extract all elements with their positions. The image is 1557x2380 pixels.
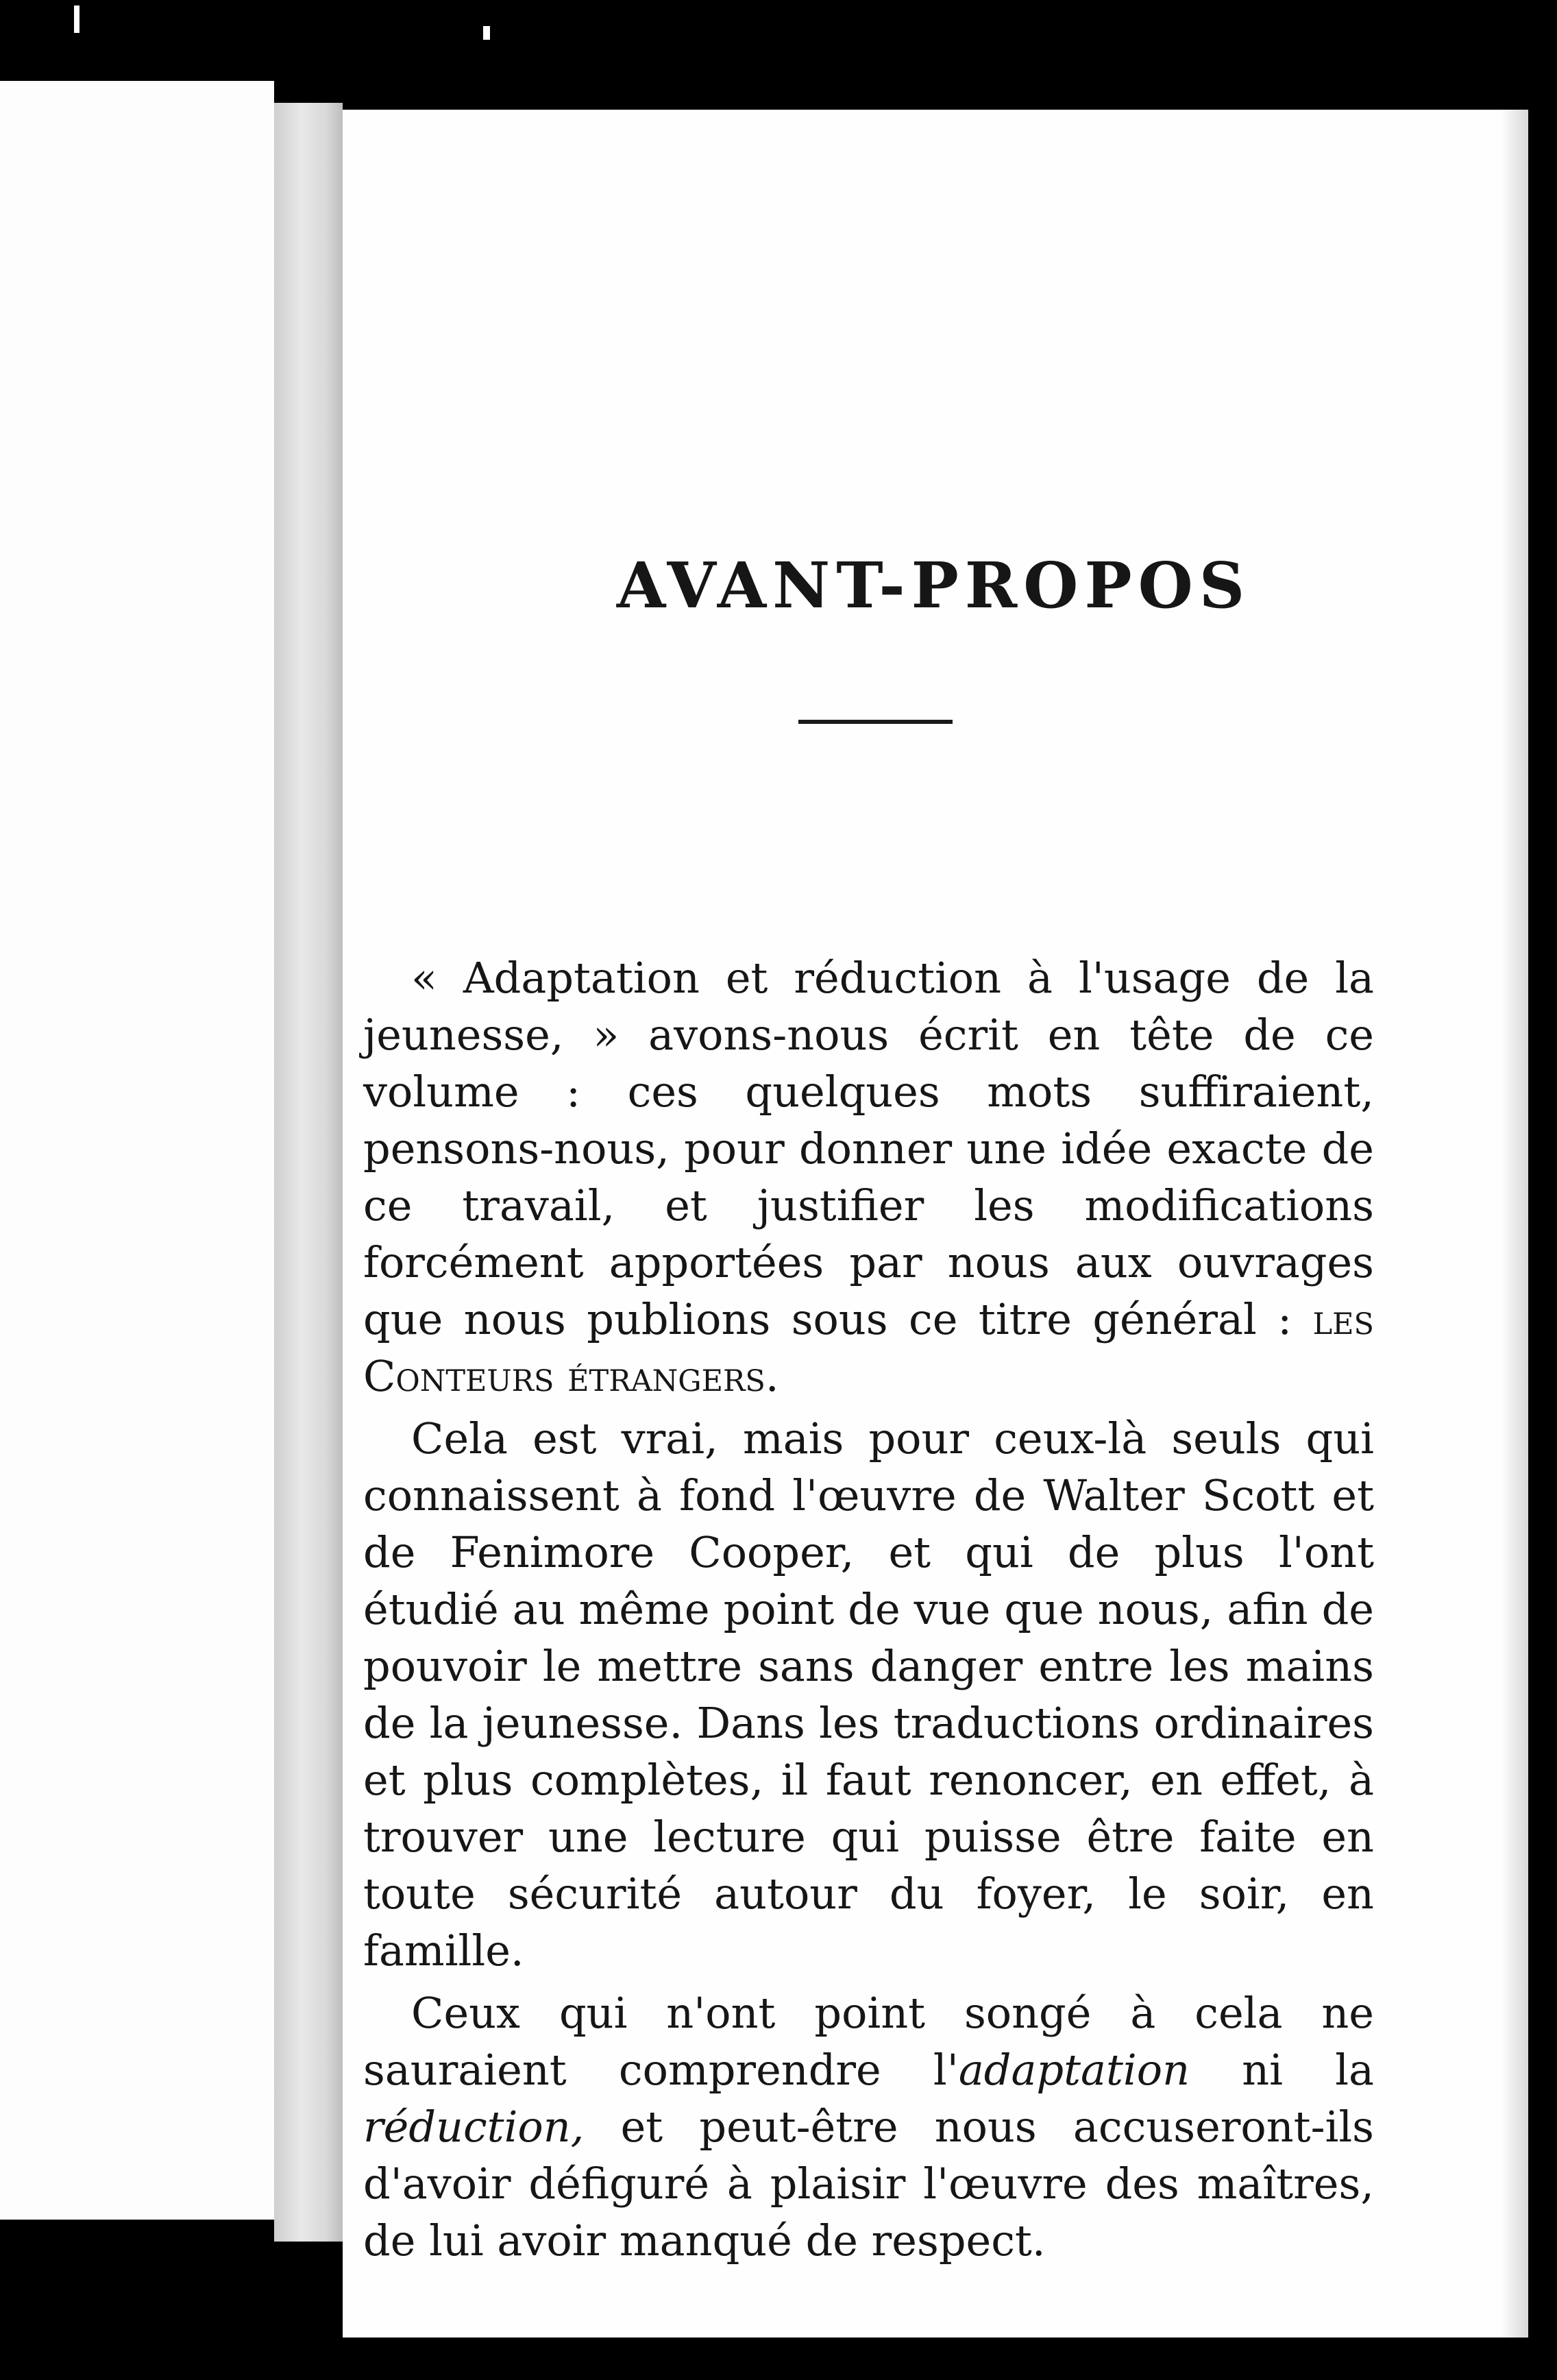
- italic-reduction: réduction,: [363, 2102, 585, 2152]
- scan-speck: [483, 26, 490, 40]
- scan-speck: [74, 5, 79, 33]
- series-title: les Conteurs étrangers.: [363, 1294, 1374, 1401]
- body-text: [363, 949, 1374, 2274]
- page-edge-shadow: [1501, 110, 1528, 2338]
- paragraph-3-part-1: Ceux qui n'ont point songé à cela ne sauraient comprendre l': [363, 1988, 1374, 2095]
- page-title: AVANT-PROPOS: [616, 548, 1251, 622]
- paragraph-3-part-2: ni la: [1190, 2045, 1374, 2095]
- italic-adaptation: adaptation: [958, 2045, 1190, 2095]
- paragraph-1: [363, 949, 1374, 1405]
- paragraph-3-part-3: et peut-être nous accuseront-ils d'avoir défiguré à plaisir l'œuvre des maîtres, de lui avoir manqué de respect.: [363, 2102, 1374, 2266]
- title-divider: [798, 720, 953, 724]
- left-page: [0, 81, 274, 2220]
- paragraph-1-text: « Adaptation et réduction à l'usage de la jeunesse, » avons-nous écrit en tête de ce volume : ces quelques mots suffiraient, pensons-nous, pour donner une idée exacte de ce travail, et justifier les modifications forcément apportées par nous aux ouvrages que nous publions sous ce titre général :: [363, 953, 1374, 1344]
- paragraph-2: Cela est vrai, mais pour ceux-là seuls qui connaissent à fond l'œuvre de Walter Scott et de Fenimore Cooper, et qui de plus l'ont étudié au même point de vue que nous, afin de pouvoir le mettre sans danger entre les mains de la jeunesse. Dans les traductions ordinaires et plus complètes, il faut renoncer, en effet, à trouver une lecture qui puisse être faite en toute sécurité autour du foyer, le soir, en famille.: [363, 1413, 1374, 1976]
- paragraph-3: [363, 1984, 1374, 2269]
- book-gutter: [274, 103, 343, 2242]
- right-page: [343, 110, 1525, 2338]
